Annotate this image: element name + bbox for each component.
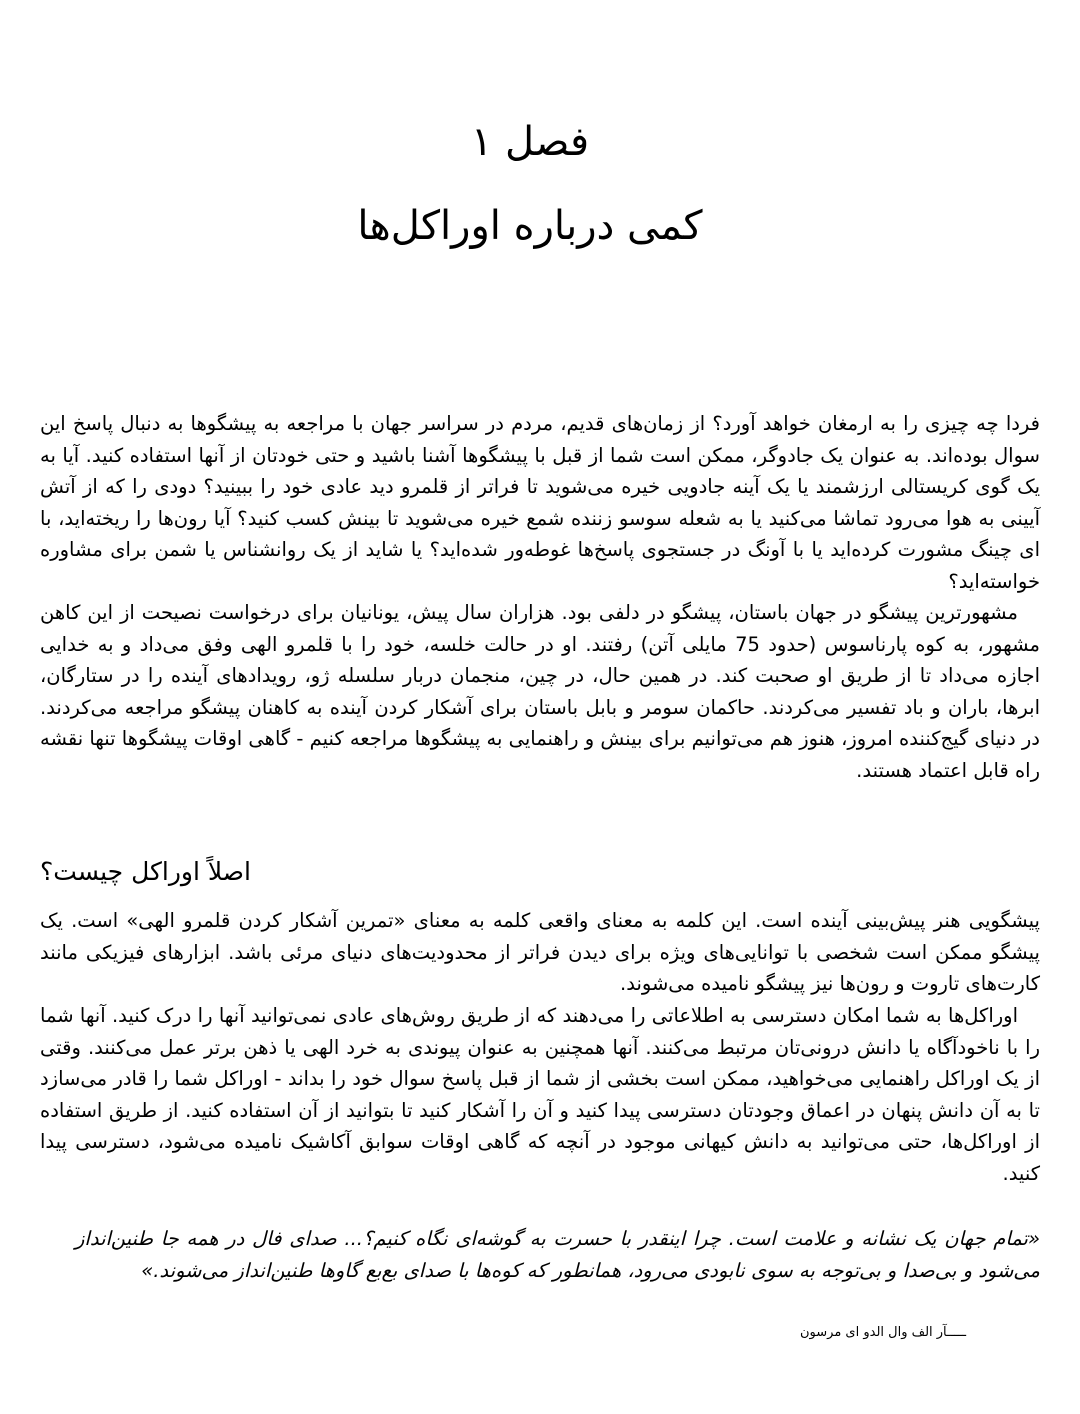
paragraph-text: مشهورترین پیشگو در جهان باستان، پیشگو در دلفی بود. هزاران سال پیش، یونانیان برای درخواست نصیحت از این کاهن مشهور، به کوه پارناسوس (حدود 75 مایلی آتن) رفتند. او در حالت خلسه، خود را با قلمرو الهی وفق می‌داد و به خدایی اجازه می‌داد تا از طریق او صحبت کند. در همین حال، در چین، منجمان دربار سلسله ژو، رویدادهای آینده را در ستارگان، ابرها، باران و باد تفسیر می‌کردند. حاکمان سومر و بابل باستان برای آشکار کردن آینده به کاهنان پیشگو مراجعه می‌کردند. در دنیای گیج‌کننده امروز، هنوز هم می‌توانیم برای بینش و راهنمایی به پیشگوها مراجعه کنیم - گاهی اوقات پیشگوها تنها نقشه راه قابل اعتماد هستند. [40,601,1040,782]
quote-text: «تمام جهان یک نشانه و علامت است. چرا اینقدر با حسرت به گوشه‌ای نگاه کنیم؟... صدای فال در همه جا طنین‌انداز می‌شود و بی‌صدا و بی‌توجه به سوی نابودی می‌رود، همانطور که کوه‌ها با صدای بع‌بع گاوها طنین‌انداز می‌شوند.» [75,1227,1040,1282]
what-paragraph-2 [40,1000,1040,1189]
epigraph-quote [75,1223,1040,1286]
intro-paragraph-2 [40,597,1040,786]
what-paragraph-1 [40,905,1040,1000]
chapter-title: کمی درباره اوراکل‌ها [357,203,703,249]
intro-paragraph-1 [40,408,1040,597]
section-heading-text: اصلاً اوراکل چیست؟ [40,857,251,886]
paragraph-text: اوراکل‌ها به شما امکان دسترسی به اطلاعاتی را می‌دهند که از طریق روش‌های عادی نمی‌توانید آنها را درک کنید. آنها شما را با ناخودآگاه یا دانش درونی‌تان مرتبط می‌کنند. آنها همچنین به عنوان پیوندی به خرد الهی یا ذهن برتر عمل می‌کنند. وقتی از یک اوراکل راهنمایی می‌خواهید، ممکن است بخشی از شما از قبل پاسخ سوال خود را بداند - اوراکل شما را قادر می‌سازد تا به آن دانش پنهان در اعماق وجودتان دسترسی پیدا کنید و آن را آشکار کنید تا بتوانید از آن استفاده کنید. از طریق استفاده از اوراکل‌ها، حتی می‌توانید به دانش کیهانی موجود در آنچه که گاهی اوقات سوابق آکاشیک نامیده می‌شود، دسترسی پیدا کنید. [40,1004,1040,1185]
section-heading [40,852,1040,892]
paragraph-text: فردا چه چیزی را به ارمغان خواهد آورد؟ از زمان‌های قدیم، مردم در سراسر جهان با مراجعه به پیشگوها به دنبال پاسخ این سوال بوده‌اند. به عنوان یک جادوگر، ممکن است شما از قبل با پیشگوها آشنا باشید و حتی خودتان از آنها استفاده کنید. آیا به یک گوی کریستالی ارزشمند یا یک آینه جادویی خیره می‌شوید تا فراتر از قلمرو دید عادی خود را ببینید؟ دودی را که از آتش آیینی به هوا می‌رود تماشا می‌کنید یا به شعله سوسو زننده شمع خیره می‌شوید تا بینش کسب کنید؟ آیا رون‌ها را ریخته‌اید، با ای چینگ مشورت کرده‌اید یا با آونگ در جستجوی پاسخ‌ها غوطه‌ور شده‌اید؟ یا شاید از یک روانشناس یا شمن برای مشاوره خواسته‌اید؟ [40,412,1040,593]
paragraph-text: پیشگویی هنر پیش‌بینی آینده است. این کلمه به معنای واقعی کلمه به معنای «تمرین آشکار کردن قلمرو الهی» است. یک پیشگو ممکن است شخصی با توانایی‌های ویژه برای دیدن فراتر از محدودیت‌های دنیای مرئی باشد. ابزارهای فیزیکی مانند کارت‌های تاروت و رون‌ها نیز پیشگو نامیده می‌شوند. [40,909,1040,995]
chapter-number: فصل ۱ [470,119,590,165]
epigraph-attribution: ـــــآر الف وال الدو ای مرسون [800,1325,967,1340]
